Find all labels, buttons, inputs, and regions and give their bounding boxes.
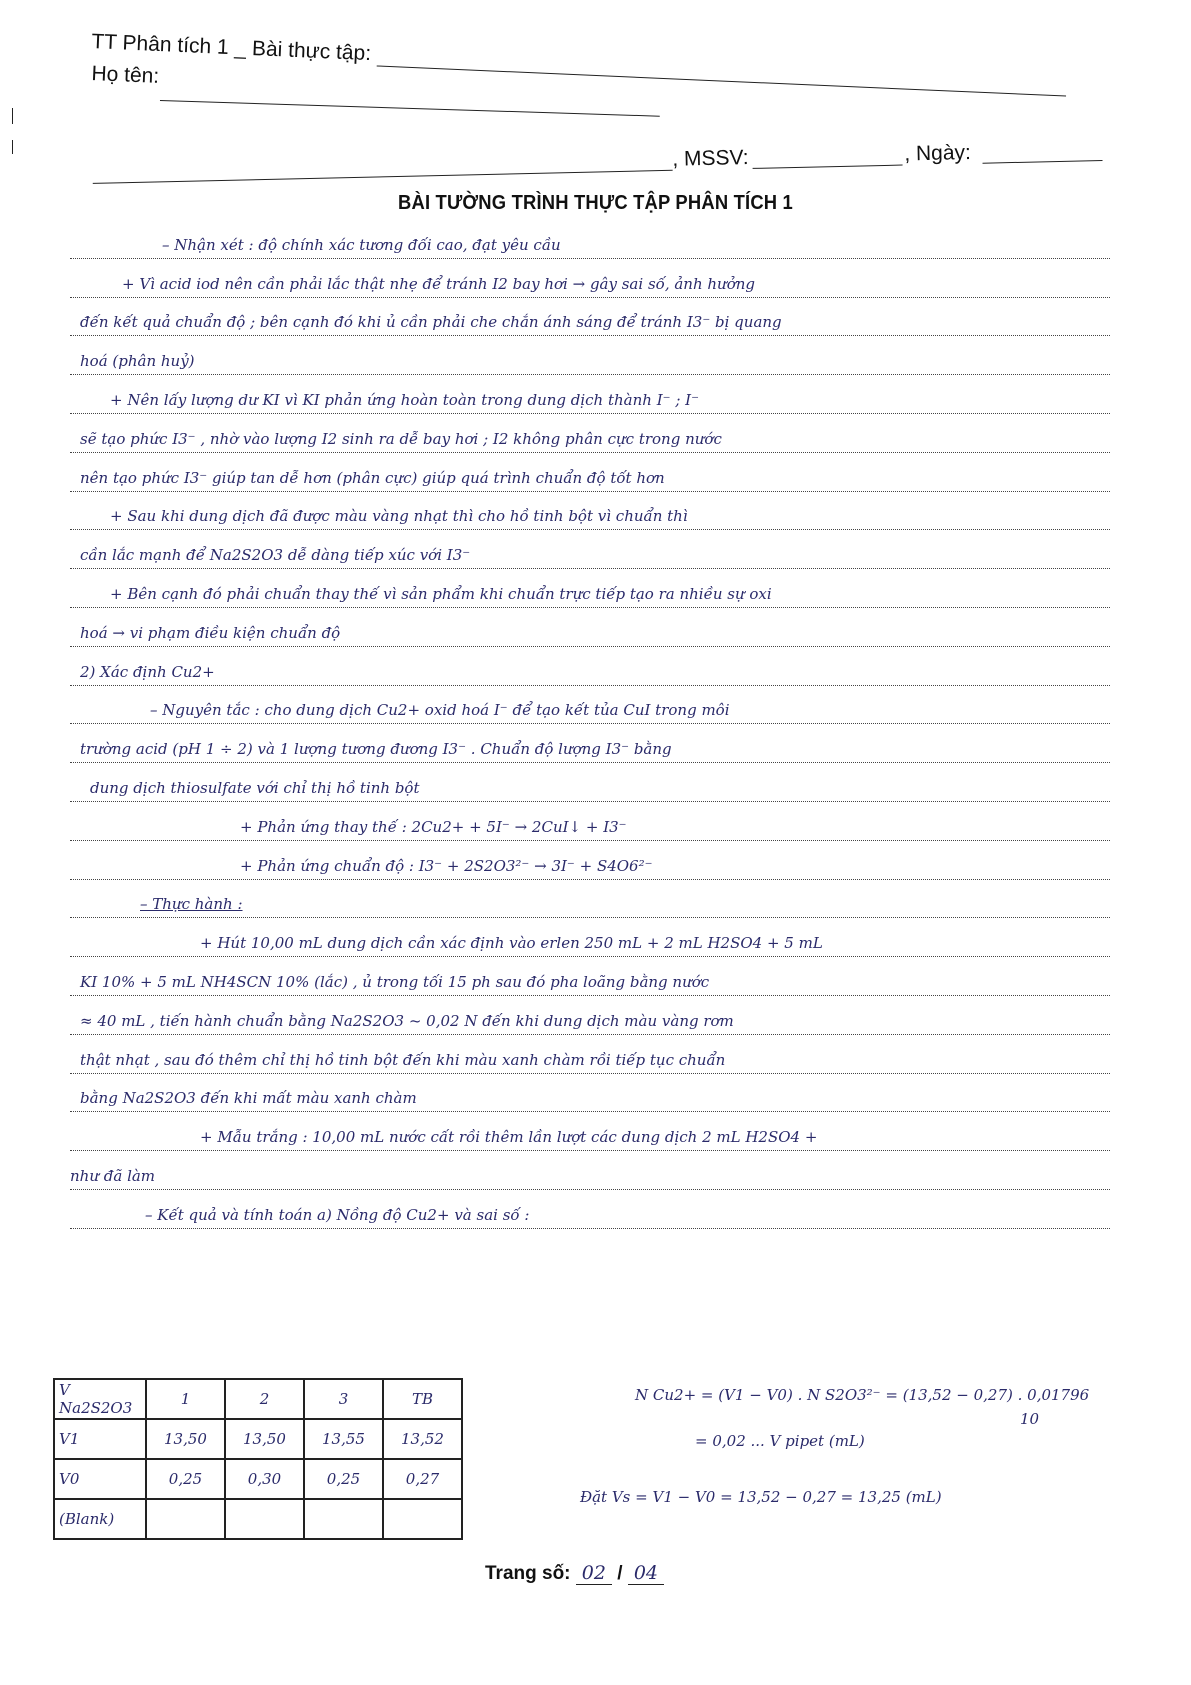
page-separator: / bbox=[617, 1563, 623, 1584]
table-header-cell: 3 bbox=[304, 1379, 383, 1419]
handwritten-text: đến kết quả chuẩn độ ; bên cạnh đó khi ủ cần phải che chắn ánh sáng để tránh I3⁻ bị quang bbox=[80, 313, 782, 332]
text-line bbox=[70, 1112, 1110, 1151]
text-line bbox=[70, 1151, 1110, 1190]
table-cell bbox=[304, 1499, 383, 1539]
handwritten-text: cần lắc mạnh để Na2S2O3 dễ dàng tiếp xúc với I3⁻ bbox=[80, 546, 471, 565]
text-line bbox=[70, 453, 1110, 492]
table-header-cell: 2 bbox=[225, 1379, 304, 1419]
table-header-cell: V Na2S2O3 bbox=[54, 1379, 146, 1419]
text-line bbox=[70, 880, 1110, 919]
table-header-row bbox=[54, 1379, 462, 1419]
handwritten-text: trường acid (pH 1 ÷ 2) và 1 lượng tương đương I3⁻ . Chuẩn độ lượng I3⁻ bằng bbox=[80, 740, 672, 759]
table-cell: 0,27 bbox=[383, 1459, 462, 1499]
table-cell: 13,52 bbox=[383, 1419, 462, 1459]
table-row bbox=[54, 1419, 462, 1459]
page-label: Trang số: bbox=[485, 1563, 571, 1584]
formula-subline: = 0,02 ... V pipet (mL) bbox=[695, 1432, 865, 1450]
handwritten-text: + Bên cạnh đó phải chuẩn thay thế vì sản phẩm khi chuẩn trực tiếp tạo ra nhiều sự oxi bbox=[110, 584, 772, 603]
results-table bbox=[53, 1378, 463, 1540]
page-title: BÀI TƯỜNG TRÌNH THỰC TẬP PHÂN TÍCH 1 bbox=[398, 192, 793, 214]
handwritten-text: + Sau khi dung dịch đã được màu vàng nhạt thì cho hồ tinh bột vì chuẩn thì bbox=[110, 507, 688, 526]
page-total: 04 bbox=[628, 1562, 664, 1585]
handwritten-text: dung dịch thiosulfate với chỉ thị hồ tinh bột bbox=[90, 778, 420, 797]
report-body bbox=[70, 220, 1110, 1229]
table-cell: 13,55 bbox=[304, 1419, 383, 1459]
text-line bbox=[70, 259, 1110, 298]
text-line bbox=[70, 802, 1110, 841]
text-line bbox=[70, 763, 1110, 802]
handwritten-text: – Nhận xét : độ chính xác tương đối cao, đạt yêu cầu bbox=[162, 235, 561, 254]
text-line bbox=[70, 724, 1110, 763]
handwritten-text: thật nhạt , sau đó thêm chỉ thị hồ tinh bột đến khi màu xanh chàm rồi tiếp tục chuẩn bbox=[80, 1050, 726, 1069]
table-cell: V0 bbox=[54, 1459, 146, 1499]
student-info-row bbox=[92, 138, 1102, 191]
text-line bbox=[70, 220, 1110, 259]
table-cell: 0,30 bbox=[225, 1459, 304, 1499]
text-line bbox=[70, 1035, 1110, 1074]
table-row bbox=[54, 1459, 462, 1499]
handwritten-text: như đã làm bbox=[70, 1166, 156, 1185]
text-line bbox=[70, 608, 1110, 647]
handwritten-text: ≈ 40 mL , tiến hành chuẩn bằng Na2S2O3 ~ 0,02 N đến khi dung dịch màu vàng rơm bbox=[80, 1011, 734, 1030]
table-cell: 0,25 bbox=[146, 1459, 225, 1499]
table-cell bbox=[225, 1499, 304, 1539]
margin-mark bbox=[12, 140, 13, 154]
handwritten-text: 2) Xác định Cu2+ bbox=[80, 662, 215, 681]
handwritten-text: + Nên lấy lượng dư KI vì KI phản ứng hoàn toàn trong dung dịch thành I⁻ ; I⁻ bbox=[110, 390, 699, 409]
mssv-blank[interactable] bbox=[753, 165, 903, 169]
page-number: 02 bbox=[576, 1562, 612, 1585]
handwritten-text: + Vì acid iod nên cần phải lắc thật nhẹ để tránh I2 bay hơi → gây sai số, ảnh hưởng bbox=[122, 274, 756, 293]
text-line bbox=[70, 686, 1110, 725]
margin-mark bbox=[12, 108, 13, 124]
handwritten-text: – Nguyên tắc : cho dung dịch Cu2+ oxid hoá I⁻ để tạo kết tủa CuI trong môi bbox=[150, 701, 730, 720]
handwritten-text: bằng Na2S2O3 đến khi mất màu xanh chàm bbox=[80, 1089, 417, 1108]
text-line bbox=[70, 336, 1110, 375]
header-line-1 bbox=[91, 30, 1067, 97]
formula-denominator: 10 bbox=[1020, 1410, 1040, 1428]
table-cell: 0,25 bbox=[304, 1459, 383, 1499]
name-blank[interactable] bbox=[160, 100, 660, 117]
date-label: , Ngày: bbox=[904, 140, 972, 166]
page-footer bbox=[485, 1562, 664, 1585]
text-line bbox=[70, 298, 1110, 337]
text-line bbox=[70, 530, 1110, 569]
name-label: Họ tên: bbox=[90, 62, 160, 88]
handwritten-text: hoá (phân huỷ) bbox=[80, 352, 195, 371]
name-continuation-blank[interactable] bbox=[93, 170, 673, 184]
handwritten-text: – Thực hành : bbox=[140, 895, 243, 914]
volume-calculation: Đặt Vs = V1 − V0 = 13,52 − 0,27 = 13,25 (mL) bbox=[580, 1488, 942, 1506]
table-cell: 13,50 bbox=[225, 1419, 304, 1459]
text-line bbox=[70, 492, 1110, 531]
mssv-label: , MSSV: bbox=[672, 146, 749, 171]
handwritten-text: + Phản ứng chuẩn độ : I3⁻ + 2S2O3²⁻ → 3I⁻ + S4O6²⁻ bbox=[240, 856, 653, 875]
text-line bbox=[70, 996, 1110, 1035]
assignment-blank[interactable] bbox=[376, 64, 1065, 96]
handwritten-text: sẽ tạo phức I3⁻ , nhờ vào lượng I2 sinh ra dễ bay hơi ; I2 không phân cực trong nước bbox=[80, 429, 722, 448]
text-line bbox=[70, 918, 1110, 957]
text-line bbox=[70, 957, 1110, 996]
concentration-formula: N Cu2+ = (V1 − V0) . N S2O3²⁻ = (13,52 − 0,27) . 0,01796 bbox=[635, 1386, 1090, 1404]
handwritten-text: + Hút 10,00 mL dung dịch cần xác định vào erlen 250 mL + 2 mL H2SO4 + 5 mL bbox=[200, 934, 823, 953]
table-header-cell: 1 bbox=[146, 1379, 225, 1419]
text-line bbox=[70, 375, 1110, 414]
text-line bbox=[70, 569, 1110, 608]
text-line bbox=[70, 1074, 1110, 1113]
table-cell: (Blank) bbox=[54, 1499, 146, 1539]
text-line bbox=[70, 414, 1110, 453]
text-line bbox=[70, 647, 1110, 686]
header-course-label: TT Phân tích 1 _ Bài thực tập: bbox=[90, 30, 372, 66]
table-cell bbox=[383, 1499, 462, 1539]
table-cell bbox=[146, 1499, 225, 1539]
handwritten-text: KI 10% + 5 mL NH4SCN 10% (lắc) , ủ trong tối 15 ph sau đó pha loãng bằng nước bbox=[80, 972, 710, 991]
header-line-2 bbox=[91, 62, 160, 89]
table-cell: 13,50 bbox=[146, 1419, 225, 1459]
handwritten-text: – Kết quả và tính toán a) Nồng độ Cu2+ và sai số : bbox=[145, 1205, 530, 1224]
text-line bbox=[70, 1190, 1110, 1229]
date-blank[interactable] bbox=[983, 160, 1103, 164]
handwritten-text: hoá → vi phạm điều kiện chuẩn độ bbox=[80, 623, 341, 642]
handwritten-text: + Phản ứng thay thế : 2Cu2+ + 5I⁻ → 2CuI↓ + I3⁻ bbox=[240, 817, 627, 836]
handwritten-text: + Mẫu trắng : 10,00 mL nước cất rồi thêm lần lượt các dung dịch 2 mL H2SO4 + bbox=[200, 1128, 818, 1147]
table-header-cell: TB bbox=[383, 1379, 462, 1419]
table-cell: V1 bbox=[54, 1419, 146, 1459]
text-line bbox=[70, 841, 1110, 880]
table-row bbox=[54, 1499, 462, 1539]
handwritten-text: nên tạo phức I3⁻ giúp tan dễ hơn (phân cực) giúp quá trình chuẩn độ tốt hơn bbox=[80, 468, 665, 487]
